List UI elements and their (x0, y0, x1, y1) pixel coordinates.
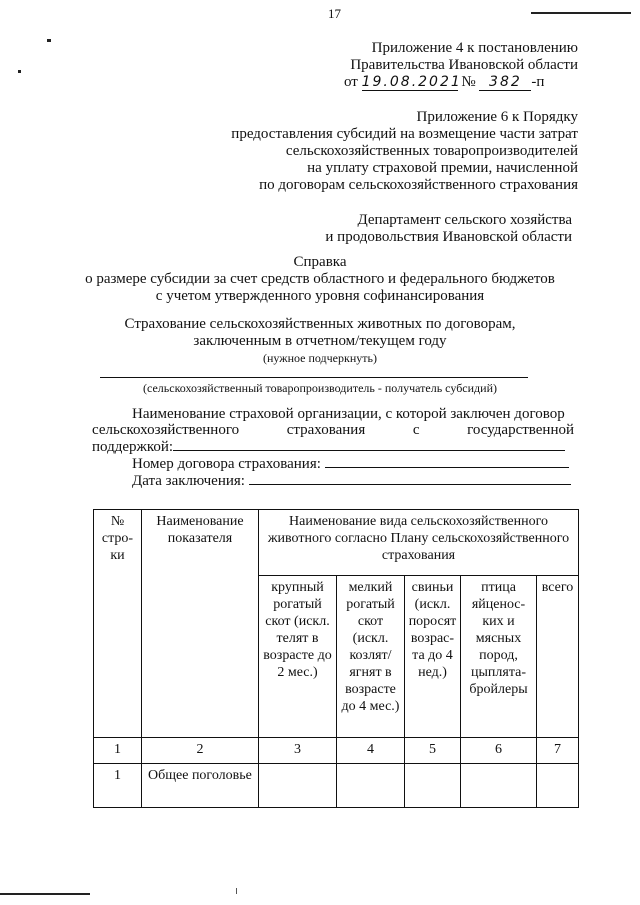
data-cell[interactable] (405, 764, 461, 808)
appendix6-line2: предоставления субсидий на возмещение части затрат (231, 126, 578, 142)
certificate-line3: с учетом утвержденного уровня софинансирования (155, 288, 485, 304)
row-indicator: Общее поголовье (142, 764, 259, 808)
header-animal-pigs: свиньи (искл. поросят возрас-та до 4 нед.) (405, 576, 461, 738)
header-indicator: Наименование показателя (142, 510, 259, 738)
contract-number-fill-line (325, 455, 569, 468)
appendix6-line5: по договорам сельскохозяйственного страхования (259, 177, 578, 193)
appendix6-block (158, 109, 578, 194)
appendix6-line1: Приложение 6 к Порядку (416, 109, 578, 125)
number-suffix: -п (531, 74, 545, 90)
insurance-type-note: (нужное подчеркнуть) (263, 351, 377, 365)
conclusion-date-fill-line (249, 472, 571, 485)
insurer-line1: Наименование страховой организации, с которой заключен договор (132, 406, 565, 422)
conclusion-date-label: Дата заключения: (132, 473, 245, 489)
column-number: 3 (259, 738, 337, 764)
subsidy-table (93, 509, 579, 808)
insurer-line3-label: поддержкой: (92, 439, 174, 455)
insurer-word: страхования (286, 422, 366, 438)
data-cell[interactable] (537, 764, 579, 808)
header-animal-cattle: крупный рогатый скот (искл. телят в возрасте до 2 мес.) (259, 576, 337, 738)
department-line2: и продовольствия Ивановской области (325, 229, 572, 245)
footer-rule (0, 893, 90, 895)
department-line1: Департамент сельского хозяйства (357, 212, 572, 228)
table-row (94, 764, 579, 808)
appendix6-line4: на уплату страховой премии, начисленной (307, 160, 578, 176)
appendix4-dateline (344, 74, 544, 91)
header-rule (531, 12, 631, 14)
header-animal-total: всего (537, 576, 579, 738)
producer-fill-line (100, 377, 528, 378)
certificate-title: Справка (293, 254, 347, 270)
appendix4-line1: Приложение 4 к постановлению (371, 40, 578, 56)
conclusion-date-line (92, 472, 574, 489)
page-number: 17 (328, 6, 341, 21)
scan-mark (47, 39, 51, 42)
column-number: 7 (537, 738, 579, 764)
handwritten-date: 19.08.2021 (361, 74, 462, 90)
insurer-fill-line (173, 438, 565, 451)
scan-mark (18, 70, 21, 73)
header-animal-small-cattle: мелкий рогатый скот (искл. козлят/ ягнят в возрасте до 4 мес.) (337, 576, 405, 738)
contract-number-line (92, 455, 574, 472)
insurer-block (92, 406, 574, 489)
handwritten-number: 382 (479, 74, 531, 91)
table-header-row (94, 510, 579, 576)
appendix4-line2: Правительства Ивановской области (350, 57, 578, 73)
column-number: 1 (94, 738, 142, 764)
row-number: 1 (94, 764, 142, 808)
table-numbering-row (94, 738, 579, 764)
department-block (252, 212, 572, 246)
insurance-type-line1: Страхование сельскохозяйственных животных по договорам, (124, 316, 516, 332)
certificate-heading (0, 254, 640, 305)
header-animal-group: Наименование вида сельскохозяйственного животного согласно Плану сельскохозяйственного страхования (259, 510, 579, 576)
column-number: 2 (142, 738, 259, 764)
header-animal-poultry: птица яйценос-ких и мясных пород, цыплята-бройлеры (461, 576, 537, 738)
contract-number-label: Номер договора страхования: (132, 456, 321, 472)
number-prefix: № (461, 74, 476, 90)
insurer-word: сельскохозяйственного (92, 422, 240, 438)
column-number: 4 (337, 738, 405, 764)
header-row-number: № стро-ки (94, 510, 142, 738)
data-cell[interactable] (259, 764, 337, 808)
insurer-line3 (92, 438, 574, 455)
insurance-type-line2: заключенным в отчетном/текущем году (193, 333, 447, 349)
appendix4-block (278, 40, 578, 74)
insurer-line2 (92, 422, 574, 438)
insurer-word: государственной (467, 422, 575, 438)
appendix6-line3: сельскохозяйственных товаропроизводителей (285, 143, 578, 159)
data-cell[interactable] (337, 764, 405, 808)
column-number: 5 (405, 738, 461, 764)
insurer-word: с (412, 422, 420, 438)
data-cell[interactable] (461, 764, 537, 808)
column-number: 6 (461, 738, 537, 764)
date-prefix: от (344, 74, 358, 90)
insurance-type-block (0, 316, 640, 367)
certificate-line2: о размере субсидии за счет средств областного и федерального бюджетов (85, 271, 555, 287)
scan-mark (236, 888, 237, 894)
producer-caption: (сельскохозяйственный товаропроизводитель - получатель субсидий) (143, 381, 497, 395)
